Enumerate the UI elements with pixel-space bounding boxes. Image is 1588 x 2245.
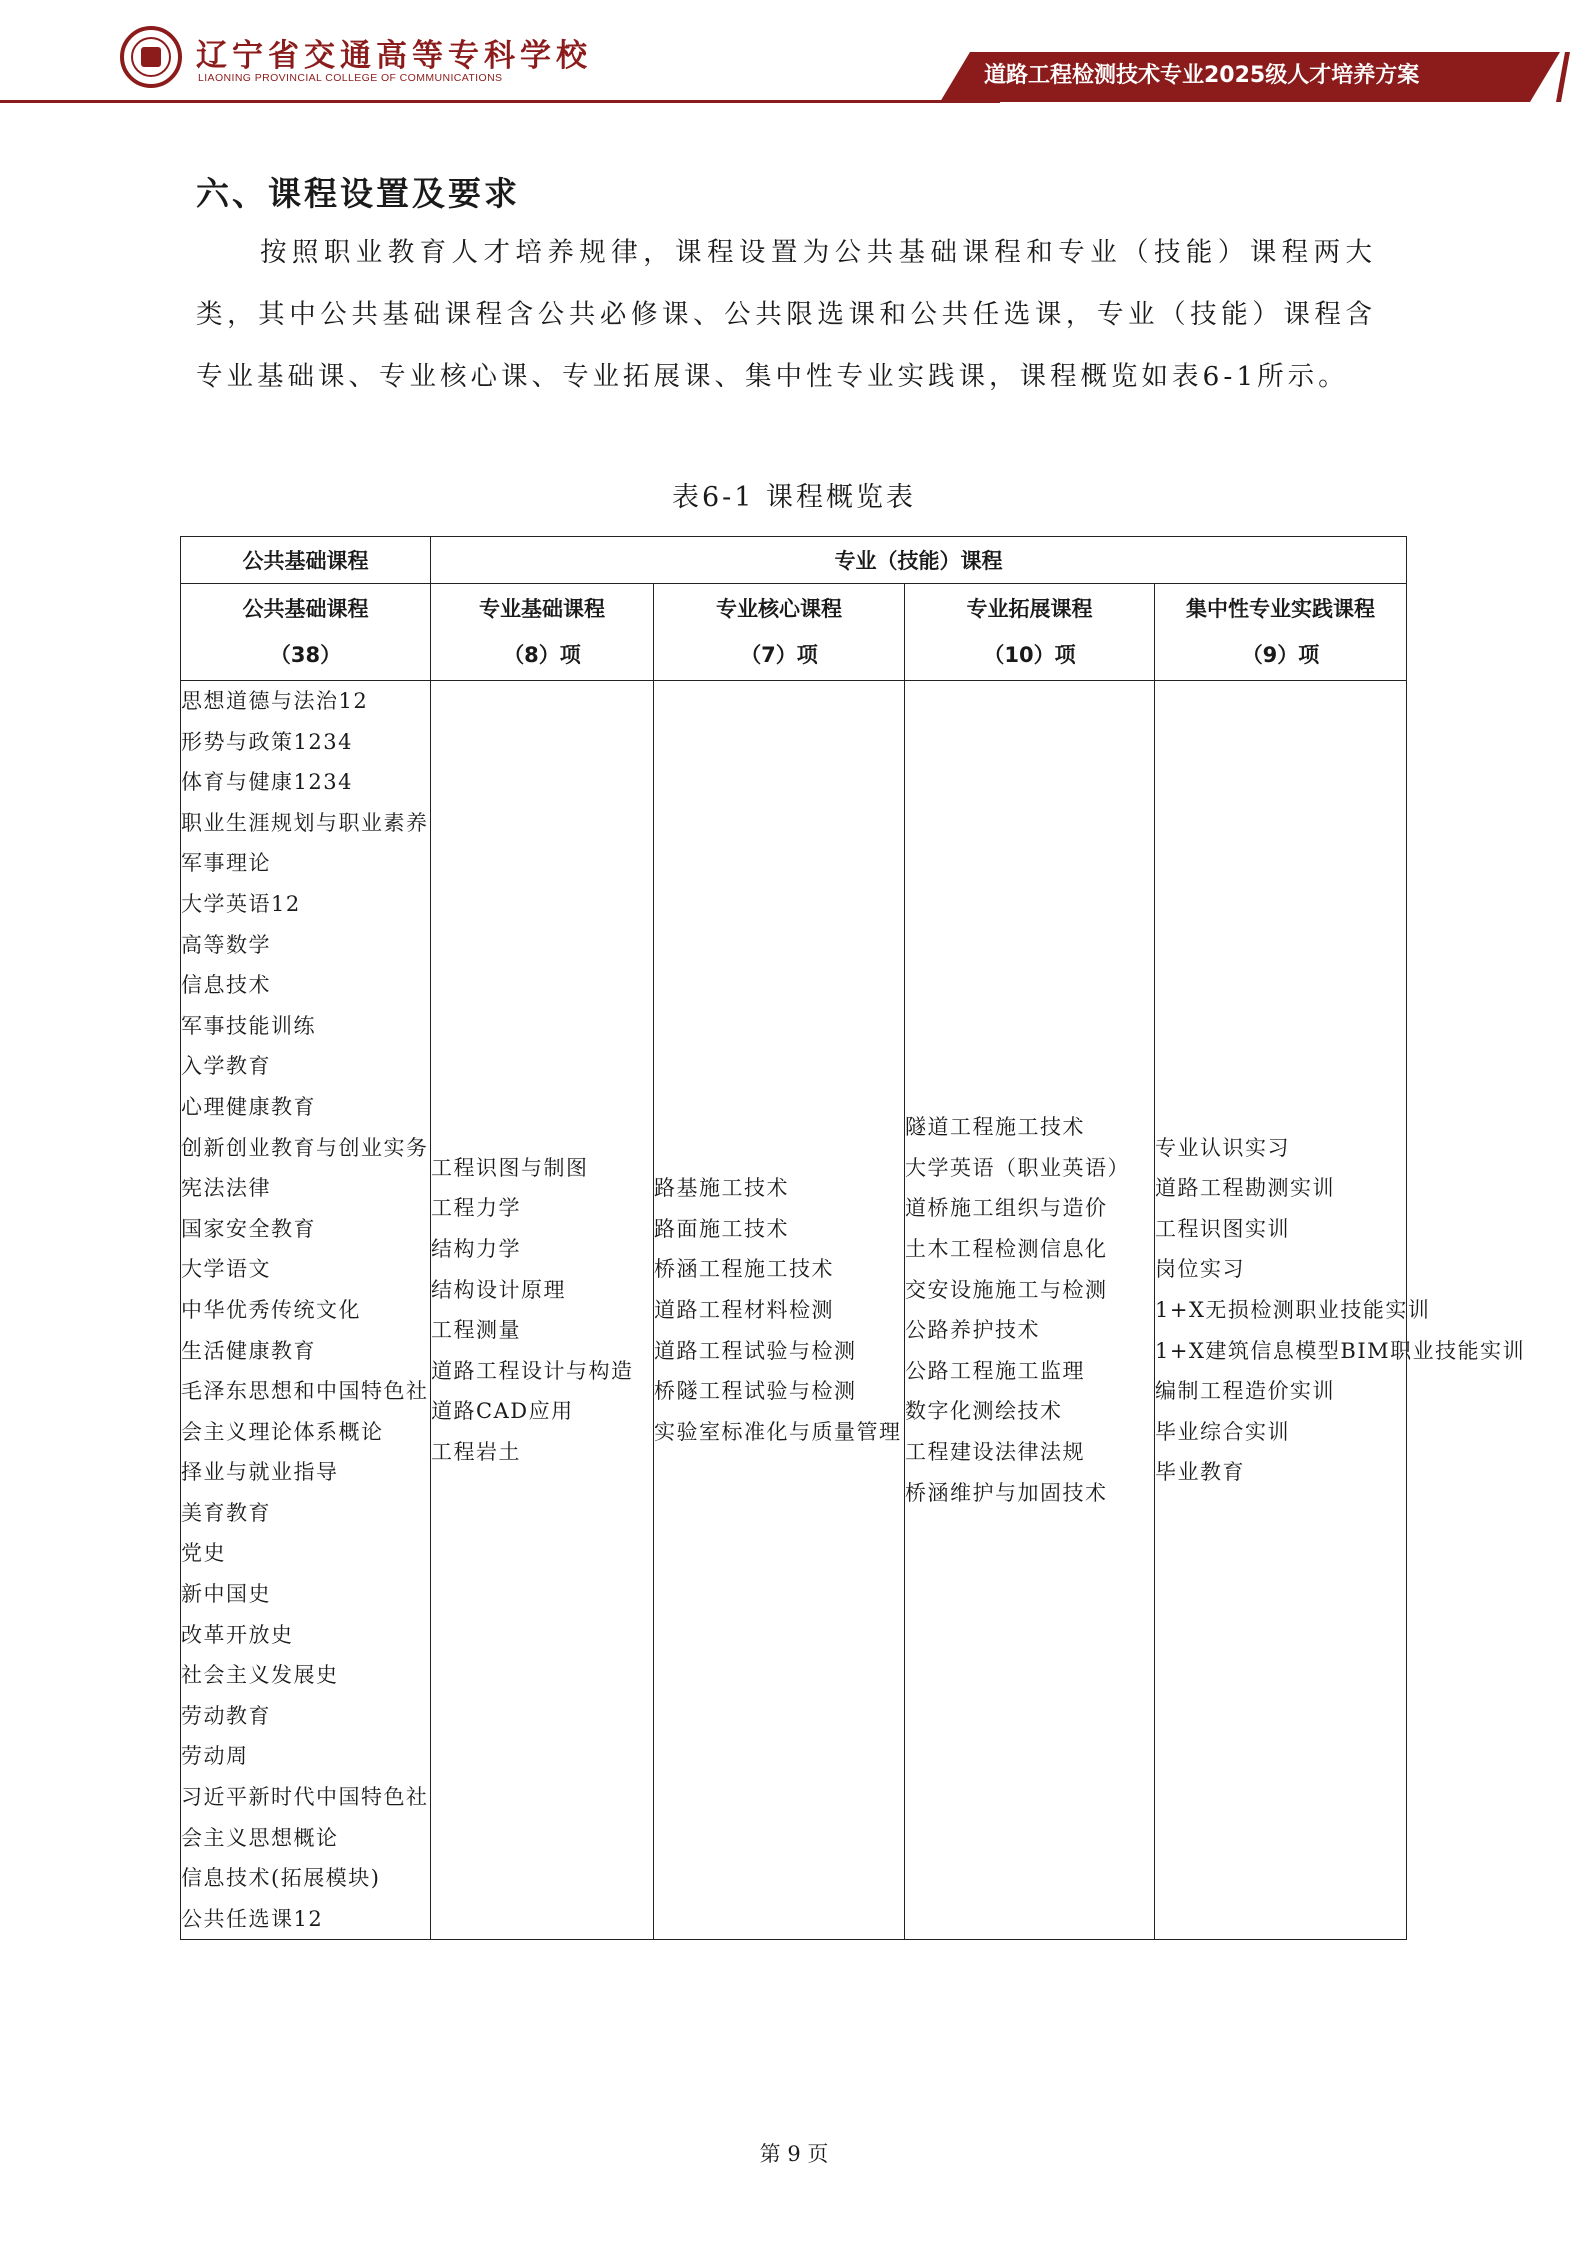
course-item: 隧道工程施工技术 [905, 1115, 1085, 1140]
course-item: 工程力学 [431, 1196, 521, 1221]
course-item: 数字化测绘技术 [905, 1399, 1063, 1424]
course-item: 公共任选课12 [181, 1906, 324, 1931]
course-item: 毕业综合实训 [1155, 1419, 1290, 1444]
course-item: 军事技能训练 [181, 1013, 316, 1038]
course-item: 社会主义发展史 [181, 1663, 339, 1688]
group-header-public: 公共基础课程 [181, 537, 431, 584]
intro-paragraph: 按照职业教育人才培养规律，课程设置为公共基础课程和专业（技能）课程两大类，其中公共基础课程含公共必修课、公共限选课和公共任选课，专业（技能）课程含专业基础课、专业核心课、专业拓展课、集中性专业实践课，课程概览如表6-1所示。 [196, 237, 1376, 392]
course-item: 大学语文 [181, 1257, 271, 1282]
column-count: （7）项 [740, 643, 818, 667]
table-group-header-row [181, 537, 1407, 584]
course-item: 毕业教育 [1155, 1460, 1245, 1485]
course-item: 桥涵工程施工技术 [654, 1257, 834, 1282]
course-item: 道路工程试验与检测 [654, 1338, 857, 1363]
group-header-major: 专业（技能）课程 [431, 537, 1407, 584]
column-header-practice [1155, 584, 1407, 681]
column-header-major-core [654, 584, 905, 681]
course-item: 实验室标准化与质量管理 [654, 1419, 902, 1444]
course-item: 大学英语（职业英语） [905, 1155, 1130, 1180]
course-item: 职业生涯规划与职业素养 [181, 810, 429, 835]
column-title: 专业基础课程 [479, 597, 605, 621]
course-item: 大学英语12 [181, 891, 301, 916]
course-item: 新中国史 [181, 1582, 271, 1607]
course-item: 工程识图实训 [1155, 1216, 1290, 1241]
course-item: 土木工程检测信息化 [905, 1237, 1108, 1262]
course-item: 创新创业教育与创业实务 [181, 1135, 429, 1160]
header-rule [0, 100, 1000, 103]
course-item: 路面施工技术 [654, 1216, 789, 1241]
public-basic-course-list [181, 681, 431, 1940]
header-slash-decoration [1556, 52, 1570, 102]
table-column-header-row [181, 584, 1407, 681]
major-core-course-list [654, 681, 905, 1940]
course-item: 信息技术 [181, 973, 271, 998]
course-item: 结构设计原理 [431, 1277, 566, 1302]
course-item: 中华优秀传统文化 [181, 1297, 361, 1322]
course-item: 道路工程材料检测 [654, 1297, 834, 1322]
column-header-major-basic [431, 584, 654, 681]
course-item: 改革开放史 [181, 1622, 294, 1647]
section-heading: 六、课程设置及要求 [196, 174, 520, 213]
column-count: （9）项 [1241, 643, 1320, 667]
major-extension-course-list [905, 681, 1155, 1940]
course-item: 桥隧工程试验与检测 [654, 1379, 857, 1404]
course-item: 公路工程施工监理 [905, 1358, 1085, 1383]
course-item: 道路工程设计与构造 [431, 1358, 634, 1383]
course-item: 形势与政策1234 [181, 729, 353, 754]
page-header [0, 0, 1588, 110]
course-item: 工程测量 [431, 1318, 521, 1343]
major-basic-course-list [431, 681, 654, 1940]
column-header-major-extension [905, 584, 1155, 681]
course-item: 交安设施施工与检测 [905, 1277, 1108, 1302]
course-item: 1+X建筑信息模型BIM职业技能实训 [1155, 1338, 1526, 1363]
column-count: （38） [269, 643, 342, 667]
course-item: 结构力学 [431, 1237, 521, 1262]
course-item: 生活健康教育 [181, 1338, 316, 1363]
table-course-row [181, 681, 1407, 1940]
course-item: 工程建设法律法规 [905, 1439, 1085, 1464]
course-overview-table [180, 536, 1526, 1940]
course-item: 道桥施工组织与造价 [905, 1196, 1108, 1221]
course-item: 入学教育 [181, 1054, 271, 1079]
course-item: 择业与就业指导 [181, 1460, 339, 1485]
document-title: 道路工程检测技术专业2025级人才培养方案 [984, 63, 1420, 88]
course-item: 思想道德与法治12 [181, 689, 369, 713]
course-item: 体育与健康1234 [181, 770, 353, 795]
course-item: 国家安全教育 [181, 1216, 316, 1241]
course-item: 毛泽东思想和中国特色社会主义理论体系概论 [181, 1379, 429, 1444]
column-title: 集中性专业实践课程 [1186, 597, 1375, 621]
table-caption: 表6-1 课程概览表 [671, 482, 917, 513]
course-item: 习近平新时代中国特色社会主义思想概论 [181, 1785, 429, 1850]
course-item: 道路CAD应用 [431, 1399, 574, 1424]
course-item: 编制工程造价实训 [1155, 1379, 1335, 1404]
course-item: 1+X无损检测职业技能实训 [1155, 1297, 1431, 1322]
course-item: 工程岩土 [431, 1439, 521, 1464]
course-item: 劳动教育 [181, 1703, 271, 1728]
course-item: 心理健康教育 [181, 1094, 316, 1119]
column-title: 专业核心课程 [716, 597, 842, 621]
column-count: （8）项 [503, 643, 581, 667]
course-item: 党史 [181, 1541, 226, 1566]
course-item: 路基施工技术 [654, 1176, 789, 1201]
school-name-en: LIAONING PROVINCIAL COLLEGE OF COMMUNICATIONS [198, 72, 503, 84]
course-item: 美育教育 [181, 1500, 271, 1525]
school-name-cn: 辽宁省交通高等专科学校 [196, 38, 592, 74]
course-item: 专业认识实习 [1155, 1135, 1290, 1160]
course-item: 宪法法律 [181, 1176, 271, 1201]
course-item: 岗位实习 [1155, 1257, 1245, 1282]
course-item: 信息技术(拓展模块) [181, 1866, 381, 1891]
course-item: 劳动周 [181, 1744, 249, 1769]
course-item: 高等数学 [181, 932, 271, 957]
column-title: 公共基础课程 [242, 597, 369, 621]
school-seal-logo [120, 26, 182, 88]
page-number: 第 9 页 [759, 2142, 829, 2166]
course-item: 军事理论 [181, 851, 271, 876]
practice-course-list [1155, 681, 1526, 1940]
course-item: 公路养护技术 [905, 1318, 1040, 1343]
course-item: 道路工程勘测实训 [1155, 1176, 1335, 1201]
column-header-public-basic [181, 584, 431, 681]
course-item: 工程识图与制图 [431, 1155, 589, 1180]
course-item: 桥涵维护与加固技术 [905, 1480, 1108, 1505]
column-title: 专业拓展课程 [966, 597, 1093, 621]
column-count: （10）项 [983, 643, 1076, 667]
